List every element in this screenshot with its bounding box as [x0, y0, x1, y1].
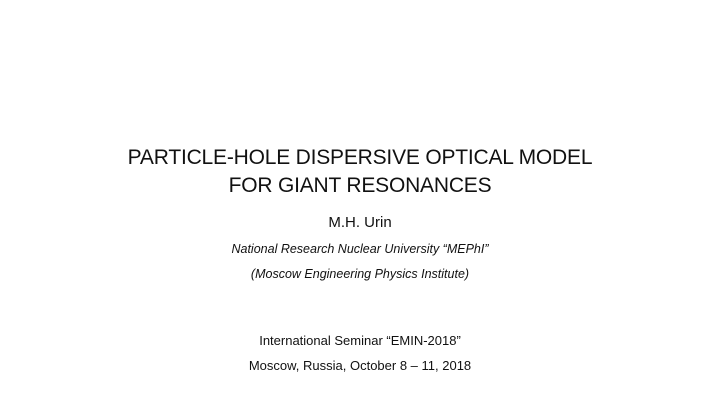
author-name: M.H. Urin: [328, 214, 392, 231]
slide-title-line-1: PARTICLE-HOLE DISPERSIVE OPTICAL MODEL: [127, 146, 593, 169]
event-name: International Seminar “EMIN-2018”: [259, 333, 461, 348]
event-location-date: Moscow, Russia, October 8 – 11, 2018: [248, 358, 472, 373]
affiliation-institute: (Moscow Engineering Physics Institute): [250, 267, 470, 281]
slide-title-line-2: FOR GIANT RESONANCES: [228, 174, 492, 197]
slide-title: [0, 144, 720, 200]
affiliation-university: National Research Nuclear University “MEPhI”: [231, 242, 489, 256]
